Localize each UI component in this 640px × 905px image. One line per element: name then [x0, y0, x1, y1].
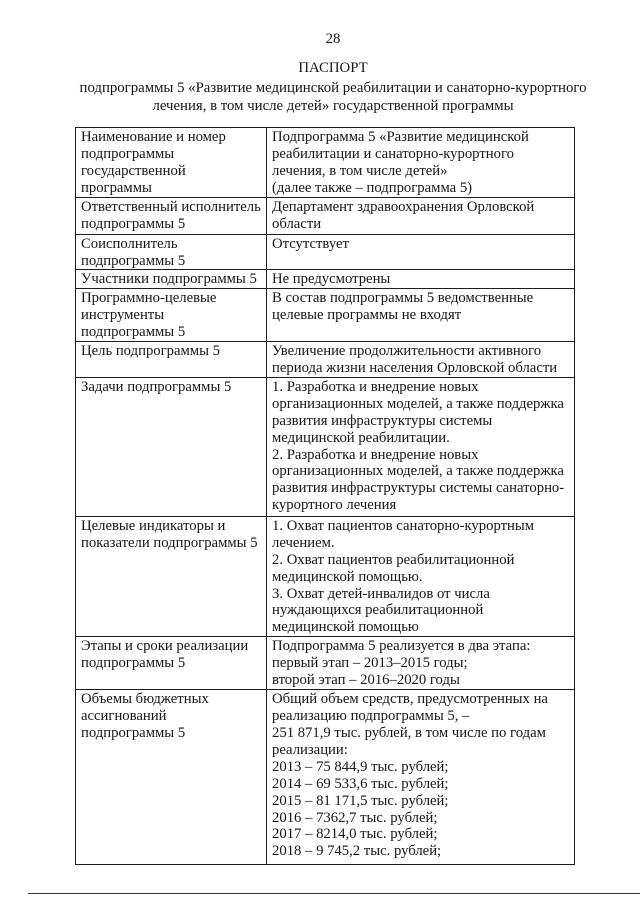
subprogram-name-label — [76, 128, 267, 198]
passport-row-target-indicators — [76, 516, 575, 636]
responsible-executor-value — [267, 197, 575, 234]
value-line: организационных моделей, а также поддержка — [272, 463, 564, 480]
value-line: реализации: — [272, 741, 348, 758]
co-executor-value — [267, 234, 575, 270]
participants-value — [267, 270, 575, 289]
label-line: программы — [81, 179, 152, 196]
budget-allocations-label — [76, 690, 267, 865]
value-line: 2014 – 69 533,6 тыс. рублей; — [272, 775, 449, 792]
value-line: развития инфраструктуры системы санаторно- — [272, 480, 565, 497]
value-line: области — [272, 215, 322, 232]
value-line: Подпрограмма 5 реализуется в два этапа: — [272, 638, 531, 655]
label-line: подпрограммы 5 — [81, 324, 186, 341]
stages-and-terms-value — [267, 637, 575, 690]
label-line: подпрограммы 5 — [81, 252, 186, 269]
passport-row-stages-and-terms — [76, 637, 575, 690]
value-line: медицинской реабилитации. — [272, 429, 450, 446]
value-line: 1. Разработка и внедрение новых — [272, 378, 479, 395]
value-line: первый этап – 2013–2015 годы; — [272, 655, 468, 672]
co-executor-label — [76, 234, 267, 270]
value-line: Общий объем средств, предусмотренных на — [272, 691, 548, 708]
value-line: периода жизни населения Орловской области — [272, 359, 558, 376]
value-line: 2013 – 75 844,9 тыс. рублей; — [272, 758, 449, 775]
label-line: Наименование и номер — [81, 129, 226, 145]
value-line: медицинской помощью — [272, 619, 419, 636]
goal-label — [76, 342, 267, 378]
program-target-instruments-label — [76, 289, 267, 342]
value-line: 3. Охват детей-инвалидов от числа — [272, 585, 490, 602]
value-line: 1. Охват пациентов санаторно-курортным — [272, 517, 535, 534]
value-line: второй этап – 2016–2020 годы — [272, 672, 460, 689]
value-line: медицинской помощью. — [272, 568, 423, 585]
label-line: Участники подпрограммы 5 — [81, 271, 257, 288]
value-line: лечением. — [272, 534, 335, 551]
value-line: реабилитации и санаторно-курортного — [272, 145, 514, 162]
value-line: 251 871,9 тыс. рублей, в том числе по годам — [272, 725, 546, 742]
value-line: 2018 – 9 745,2 тыс. рублей; — [272, 843, 442, 860]
target-indicators-value — [267, 516, 575, 636]
subtitle-line: лечения, в том числе детей» государственной программы — [152, 98, 514, 114]
subprogram-name-value — [267, 128, 575, 198]
label-line: ассигнований — [81, 708, 167, 725]
passport-row-subprogram-name — [76, 128, 575, 198]
label-line: Этапы и сроки реализации — [81, 638, 249, 655]
label-line: Задачи подпрограммы 5 — [81, 378, 232, 395]
value-line: целевые программы не входят — [272, 307, 462, 324]
label-line: государственной — [81, 162, 186, 179]
passport-row-goal — [76, 342, 575, 378]
label-line: Программно-целевые — [81, 290, 217, 307]
scan-edge-line — [28, 893, 640, 894]
stages-and-terms-label — [76, 637, 267, 690]
passport-table — [75, 127, 575, 865]
document-title: ПАСПОРТ — [298, 60, 368, 76]
document-subtitle — [30, 79, 636, 115]
label-line: показатели подпрограммы 5 — [81, 534, 258, 551]
value-line: Отсутствует — [272, 235, 349, 252]
value-line: 2. Разработка и внедрение новых — [272, 446, 479, 463]
value-line: 2016 – 7362,7 тыс. рублей; — [272, 809, 438, 826]
subtitle-line: подпрограммы 5 «Развитие медицинской реабилитации и санаторно-курортного — [79, 80, 587, 96]
label-line: Соисполнитель — [81, 235, 178, 252]
participants-label — [76, 270, 267, 289]
label-line: подпрограммы 5 — [81, 725, 186, 742]
value-line: лечения, в том числе детей» — [272, 162, 448, 179]
tasks-value — [267, 377, 575, 516]
tasks-label — [76, 377, 267, 516]
responsible-executor-label — [76, 197, 267, 234]
value-line: 2017 – 8214,0 тыс. рублей; — [272, 826, 438, 843]
value-line: В состав подпрограммы 5 ведомственные — [272, 290, 534, 307]
value-line: организационных моделей, а также поддержка — [272, 395, 564, 412]
passport-row-co-executor — [76, 234, 575, 270]
value-line: 2015 – 81 171,5 тыс. рублей; — [272, 792, 449, 809]
page-number: 28 — [325, 31, 341, 47]
target-indicators-label — [76, 516, 267, 636]
label-line: инструменты — [81, 307, 165, 324]
value-line: развития инфраструктуры системы — [272, 412, 493, 429]
value-line: Департамент здравоохранения Орловской — [272, 198, 535, 215]
passport-row-participants — [76, 270, 575, 289]
value-line: Не предусмотрены — [272, 271, 391, 288]
label-line: Целевые индикаторы и — [81, 517, 226, 534]
passport-row-program-target-instruments — [76, 289, 575, 342]
value-line: реализацию подпрограммы 5, – — [272, 708, 470, 725]
label-line: подпрограммы 5 — [81, 215, 186, 232]
passport-row-budget-allocations — [76, 690, 575, 865]
value-line: Увеличение продолжительности активного — [272, 343, 542, 360]
budget-allocations-value — [267, 690, 575, 865]
value-line: курортного лечения — [272, 497, 397, 514]
value-line: (далее также – подпрограмма 5) — [272, 179, 473, 196]
passport-row-responsible-executor — [76, 197, 575, 234]
label-line: Ответственный исполнитель — [81, 198, 261, 215]
passport-row-tasks — [76, 377, 575, 516]
goal-value — [267, 342, 575, 378]
program-target-instruments-value — [267, 289, 575, 342]
document-header — [30, 59, 636, 115]
value-line: нуждающихся реабилитационной — [272, 602, 484, 619]
label-line: подпрограммы — [81, 145, 175, 162]
label-line: подпрограммы 5 — [81, 655, 186, 672]
label-line: Цель подпрограммы 5 — [81, 343, 220, 360]
label-line: Объемы бюджетных — [81, 691, 209, 708]
value-line: Подпрограмма 5 «Развитие медицинской — [272, 129, 529, 145]
value-line: 2. Охват пациентов реабилитационной — [272, 551, 515, 568]
